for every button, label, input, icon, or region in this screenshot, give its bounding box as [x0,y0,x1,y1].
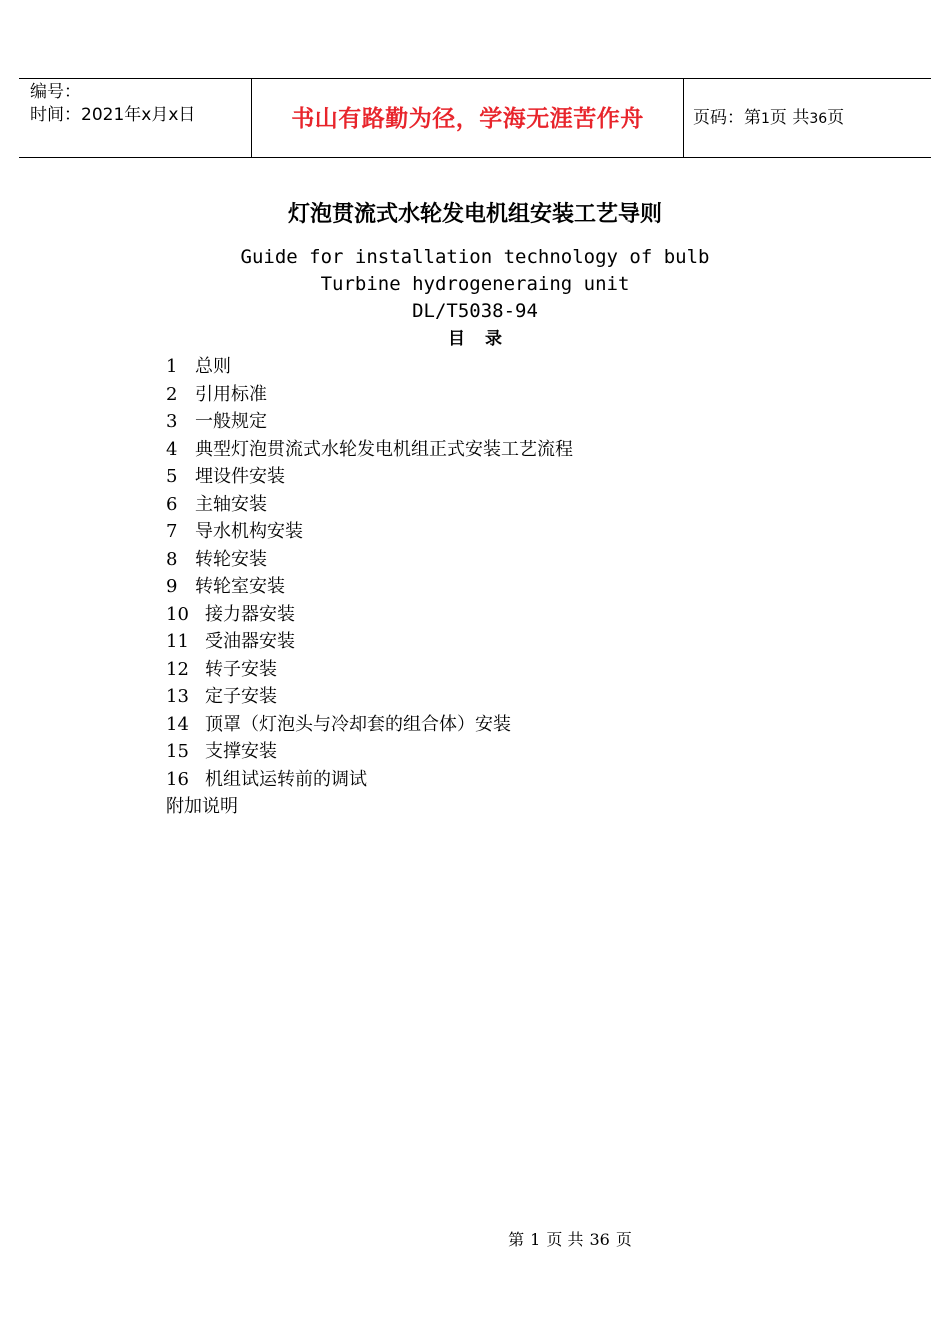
header-page-cell [683,79,931,157]
toc-item-number: 6 [166,493,178,515]
footer-total: 36 [589,1230,610,1249]
toc-item-title: 附加说明 [166,796,238,817]
toc-heading: 目录 [448,329,522,349]
toc-item-number: 12 [166,658,189,680]
toc-item[interactable] [166,766,573,794]
page-current: 1 [761,111,770,127]
toc-item-number: 2 [166,383,178,405]
english-title-line-1: Guide for installation technology of bulb [240,246,710,268]
toc-item[interactable] [166,738,573,766]
standard-code: DL/T5038-94 [412,300,538,322]
toc-item-number: 13 [166,686,189,707]
footer-mid: 页 共 [546,1230,584,1249]
header-meta-cell [19,79,251,157]
toc-item-title: 引用标准 [195,383,267,405]
english-title-line-2: Turbine hydrogeneraing unit [320,273,630,295]
toc-item-number: 5 [166,466,178,487]
toc-item-title: 转轮室安装 [195,576,285,597]
page-end: 页 [827,108,845,128]
page-label: 页码：第 [693,108,761,128]
toc-item-title: 接力器安装 [205,603,295,625]
toc-item[interactable] [166,656,573,684]
toc-item[interactable] [166,628,573,656]
toc-item-number: 10 [166,603,189,625]
toc-item-number: 15 [166,741,189,762]
document-title: 灯泡贯流式水轮发电机组安装工艺导则 [287,202,662,227]
toc-item-number: 1 [166,356,178,377]
toc-item-title: 支撑安装 [205,741,277,762]
document-number-label: 编号： [30,82,81,102]
page-footer [0,1229,950,1251]
header-page-number [693,107,844,130]
page-mid: 页 共 [769,108,810,128]
toc-item-number: 4 [166,438,178,460]
page-total: 36 [809,111,828,127]
motto-text: 书山有路勤为径，学海无涯苦作舟 [291,106,644,132]
toc-item[interactable] [166,381,573,409]
toc-item[interactable] [166,353,573,381]
table-of-contents [166,353,573,821]
toc-item[interactable] [166,601,573,629]
toc-item[interactable] [166,436,573,464]
toc-item-title: 导水机构安装 [195,521,303,542]
toc-item-title: 顶罩（灯泡头与冷却套的组合体）安装 [205,713,511,735]
toc-item-number: 16 [166,768,189,790]
toc-item-title: 转轮安装 [195,548,267,570]
toc-item-number: 14 [166,713,189,735]
toc-item[interactable] [166,518,573,546]
toc-item-number: 8 [166,548,178,570]
footer-current: 1 [530,1230,541,1249]
toc-item-title: 主轴安装 [195,493,267,515]
toc-item[interactable] [166,463,573,491]
footer-suffix: 页 [615,1230,632,1249]
toc-item-number: 9 [166,576,178,597]
toc-item[interactable] [166,683,573,711]
toc-item-title: 总则 [195,356,231,377]
document-date: 时间：2021年x月x日 [30,105,196,125]
toc-item[interactable] [166,711,573,739]
toc-item[interactable] [166,408,573,436]
page-header [19,78,931,158]
toc-item-title: 定子安装 [205,686,277,707]
toc-item[interactable] [166,546,573,574]
toc-item[interactable] [166,793,573,821]
header-motto-cell [251,79,684,157]
toc-item-number: 3 [166,411,178,432]
toc-item-number: 11 [166,631,189,652]
footer-prefix: 第 [508,1230,525,1249]
toc-item[interactable] [166,491,573,519]
toc-item-title: 一般规定 [195,411,267,432]
toc-item-title: 转子安装 [205,658,277,680]
toc-item-title: 埋设件安装 [195,466,285,487]
toc-item-title: 机组试运转前的调试 [205,768,367,790]
toc-item[interactable] [166,573,573,601]
toc-item-title: 典型灯泡贯流式水轮发电机组正式安装工艺流程 [195,438,573,460]
toc-item-number: 7 [166,521,178,542]
toc-item-title: 受油器安装 [205,631,295,652]
